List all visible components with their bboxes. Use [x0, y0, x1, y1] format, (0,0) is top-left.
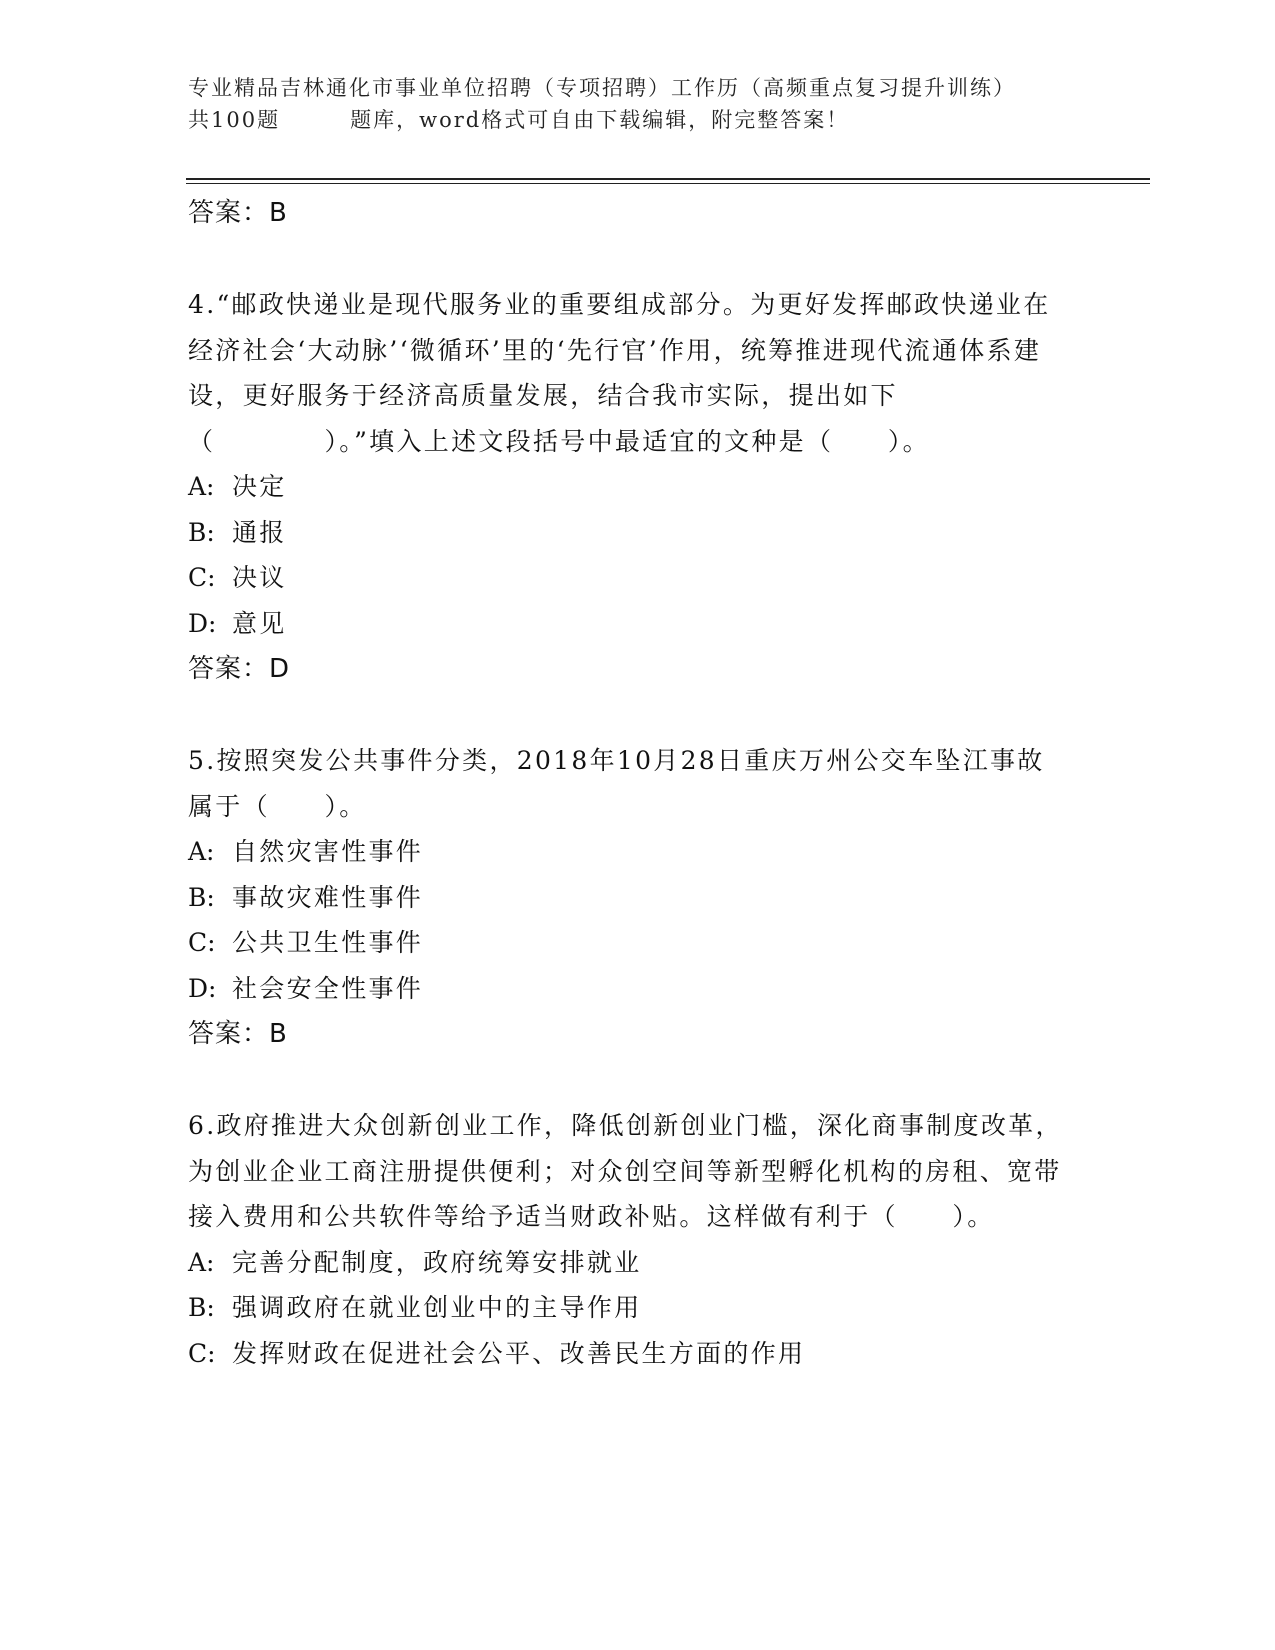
option-text: 完善分配制度，政府统筹安排就业: [232, 1247, 642, 1277]
answer-line: 答案：B: [188, 198, 288, 228]
header-divider-thin: [186, 183, 1150, 184]
option-letter: C:: [188, 1338, 216, 1368]
option-a: [188, 1240, 1068, 1286]
option-text: 决议: [232, 563, 287, 592]
header-count: 共100题: [188, 108, 281, 132]
option-b: [188, 510, 1068, 556]
option-text: 发挥财政在促进社会公平、改善民生方面的作用: [232, 1338, 806, 1368]
answer-line: 答案：D: [188, 654, 291, 684]
option-letter: B:: [188, 882, 215, 912]
question-text: 6.政府推进大众创新创业工作，降低创新创业门槛，深化商事制度改革，为创业企业工商注册提供便利；对众创空间等新型孵化机构的房租、宽带接入费用和公共软件等给予适当财政补贴。这样做有利于（ ）。: [188, 1111, 1063, 1231]
option-letter: A:: [188, 1247, 215, 1277]
option-d: [188, 966, 1068, 1012]
option-letter: A:: [188, 837, 215, 866]
header-note: 题库，word格式可自由下载编辑，附完整答案！: [350, 108, 850, 132]
option-text: 自然灾害性事件: [232, 837, 424, 866]
option-letter: C:: [188, 563, 216, 592]
option-letter: D:: [188, 608, 217, 638]
option-a: [188, 464, 1068, 510]
option-c: [188, 555, 1068, 601]
question-text: 4.“邮政快递业是现代服务业的重要组成部分。为更好发挥邮政快递业在经济社会‘大动脉’‘微循环’里的‘先行官’作用，统筹推进现代流通体系建设，更好服务于经济高质量发展，结合我市实际，提出如下（ ）。”填入上述文段括号中最适宜的文种是（ ）。: [188, 290, 1051, 456]
header-subtitle: [188, 104, 1088, 136]
header-title: 专业精品吉林通化市事业单位招聘（专项招聘）工作历（高频重点复习提升训练）: [188, 76, 1016, 100]
option-letter: D:: [188, 973, 217, 1003]
option-letter: C:: [188, 928, 216, 957]
option-c: [188, 920, 1068, 966]
option-text: 强调政府在就业创业中的主导作用: [232, 1293, 642, 1322]
page-header: [188, 72, 1088, 136]
option-text: 公共卫生性事件: [232, 928, 424, 957]
option-letter: A:: [188, 472, 215, 501]
option-a: [188, 829, 1068, 875]
question-block: [188, 282, 1068, 692]
option-c: [188, 1331, 1068, 1377]
option-text: 事故灾难性事件: [232, 882, 424, 912]
option-b: [188, 875, 1068, 921]
header-divider-thick: [186, 178, 1150, 180]
option-text: 意见: [232, 608, 287, 638]
answer-line: 答案：B: [188, 1019, 288, 1049]
question-text: 5.按照突发公共事件分类，2018年10月28日重庆万州公交车坠江事故属于（ ）。: [188, 746, 1045, 821]
question-block: [188, 1103, 1068, 1376]
option-letter: B:: [188, 1293, 215, 1322]
question-block: [188, 738, 1068, 1057]
option-d: [188, 601, 1068, 647]
option-text: 社会安全性事件: [232, 973, 424, 1003]
option-b: [188, 1285, 1068, 1331]
option-letter: B:: [188, 517, 215, 547]
option-text: 决定: [232, 472, 287, 501]
document-body: [188, 186, 1068, 1376]
option-text: 通报: [232, 517, 287, 547]
